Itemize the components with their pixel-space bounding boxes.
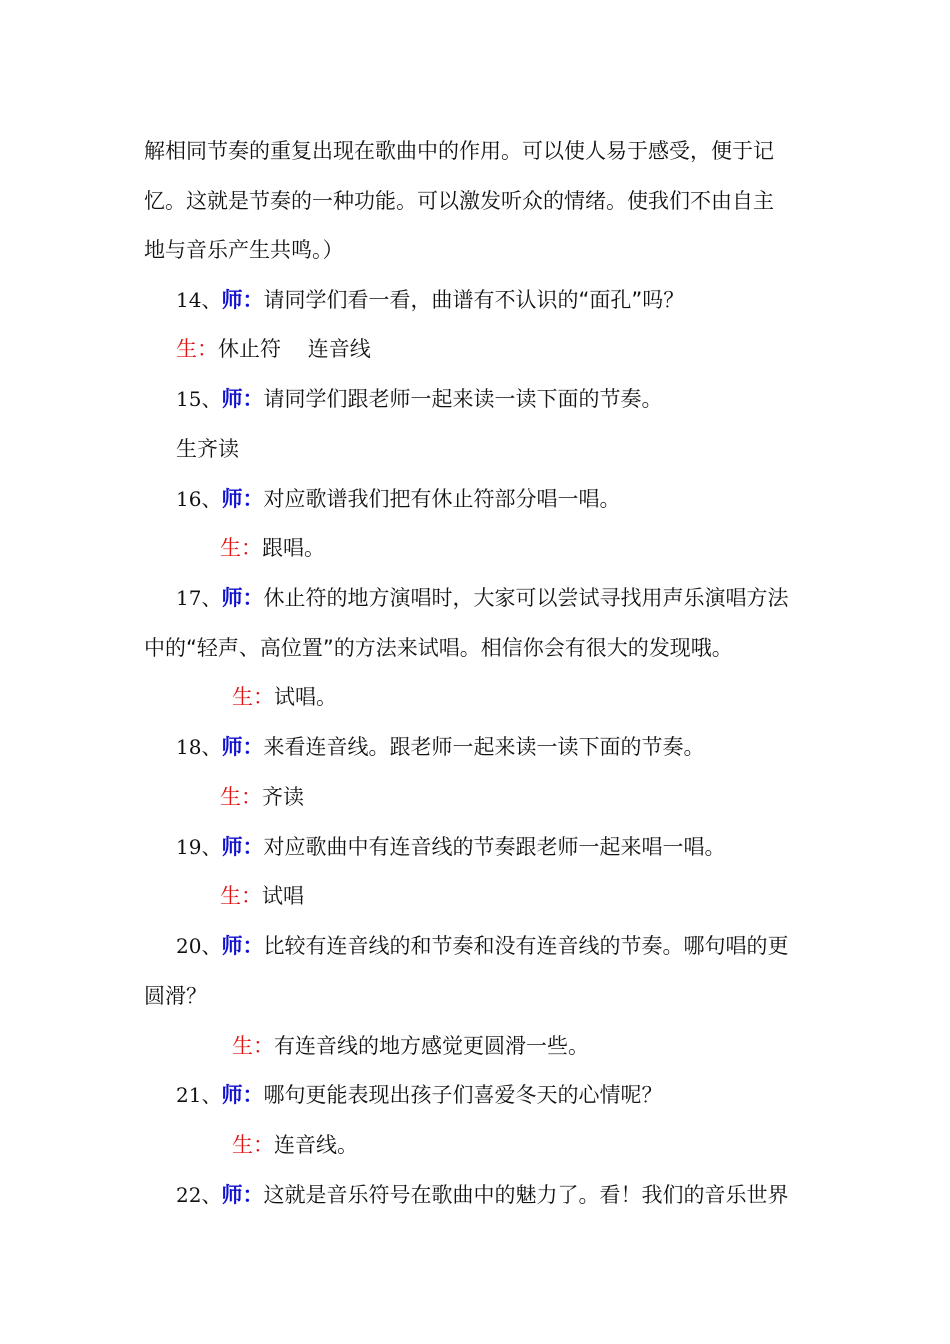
student-line-17 — [0, 677, 950, 717]
teacher-label: 师： — [221, 387, 264, 411]
line-text: 试唱。 — [274, 685, 337, 709]
dialogue-line-21 — [0, 1075, 950, 1115]
student-line-15 — [0, 429, 950, 469]
line-text: 有连音线的地方感觉更圆滑一些。 — [274, 1034, 589, 1058]
line-text: 来看连音线。跟老师一起来读一读下面的节奏。 — [263, 735, 705, 759]
student-label: 生： — [220, 536, 262, 560]
line-text: 哪句更能表现出孩子们喜爱冬天的心情呢？ — [263, 1083, 663, 1107]
item-number: 17、 — [176, 586, 222, 610]
item-number: 15、 — [176, 387, 222, 411]
paragraph-text: 地与音乐产生共鸣。） — [144, 238, 344, 262]
item-number: 19、 — [176, 835, 222, 859]
student-line-21 — [0, 1125, 950, 1165]
dialogue-line-20-continued — [0, 976, 950, 1016]
line-text: 生齐读 — [176, 437, 239, 461]
item-number: 16、 — [176, 487, 222, 511]
student-line-20 — [0, 1026, 950, 1066]
dialogue-line-14 — [0, 280, 950, 320]
dialogue-line-20 — [0, 926, 950, 966]
line-text: 中的“轻声、高位置”的方法来试唱。相信你会有很大的发现哦。 — [144, 636, 733, 660]
item-number: 21、 — [176, 1083, 222, 1107]
item-number: 20、 — [176, 934, 222, 958]
line-text: 对应歌谱我们把有休止符部分唱一唱。 — [263, 487, 621, 511]
teacher-label: 师： — [221, 586, 264, 610]
teacher-label: 师： — [221, 1183, 264, 1207]
dialogue-line-17 — [0, 578, 950, 618]
teacher-label: 师： — [221, 288, 264, 312]
student-label: 生： — [220, 785, 262, 809]
student-label: 生： — [232, 1034, 274, 1058]
student-label: 生： — [176, 337, 218, 361]
student-label: 生： — [232, 1133, 274, 1157]
item-number: 22、 — [176, 1183, 222, 1207]
teacher-label: 师： — [221, 487, 264, 511]
paragraph-line-1 — [0, 131, 950, 171]
teacher-label: 师： — [221, 934, 264, 958]
student-label: 生： — [232, 685, 274, 709]
dialogue-line-17-continued — [0, 628, 950, 668]
teacher-label: 师： — [221, 735, 264, 759]
dialogue-line-19 — [0, 827, 950, 867]
line-text: 对应歌曲中有连音线的节奏跟老师一起来唱一唱。 — [263, 835, 726, 859]
line-text: 齐读 — [262, 785, 304, 809]
student-label: 生： — [220, 884, 262, 908]
student-line-14 — [0, 329, 950, 369]
line-text: 圆滑？ — [144, 984, 207, 1008]
item-number: 18、 — [176, 735, 222, 759]
dialogue-line-16 — [0, 479, 950, 519]
dialogue-line-15 — [0, 379, 950, 419]
item-number: 14、 — [176, 288, 222, 312]
line-text: 跟唱。 — [262, 536, 325, 560]
paragraph-line-2 — [0, 181, 950, 221]
line-text: 请同学们跟老师一起来读一读下面的节奏。 — [263, 387, 663, 411]
line-text: 连音线。 — [274, 1133, 358, 1157]
dialogue-line-22 — [0, 1175, 950, 1215]
teacher-label: 师： — [221, 1083, 264, 1107]
student-line-18 — [0, 777, 950, 817]
line-text: 试唱 — [262, 884, 304, 908]
student-line-16 — [0, 528, 950, 568]
line-text: 请同学们看一看，曲谱有不认识的“面孔”吗？ — [263, 288, 685, 312]
student-line-19 — [0, 876, 950, 916]
dialogue-line-18 — [0, 727, 950, 767]
line-text: 比较有连音线的和节奏和没有连音线的节奏。哪句唱的更 — [263, 934, 789, 958]
line-text: 这就是音乐符号在歌曲中的魅力了。看！我们的音乐世界 — [263, 1183, 789, 1207]
paragraph-line-3 — [0, 230, 950, 270]
teacher-label: 师： — [221, 835, 264, 859]
paragraph-text: 忆。这就是节奏的一种功能。可以激发听众的情绪。使我们不由自主 — [144, 189, 774, 213]
line-text: 休止符的地方演唱时，大家可以尝试寻找用声乐演唱方法 — [263, 586, 789, 610]
line-text: 休止符 连音线 — [218, 337, 371, 361]
paragraph-text: 解相同节奏的重复出现在歌曲中的作用。可以使人易于感受，便于记 — [144, 139, 774, 163]
